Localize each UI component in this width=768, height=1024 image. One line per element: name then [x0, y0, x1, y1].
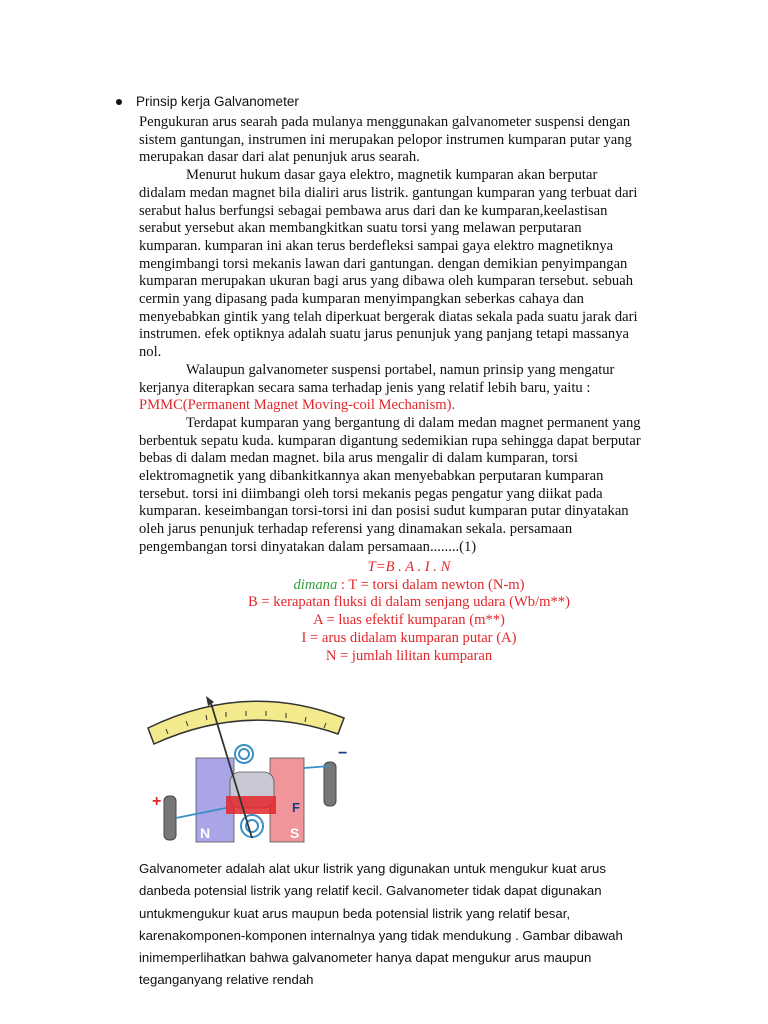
formula-equation: T=B . A . I . N	[367, 559, 451, 575]
formula-line: I = arus didalam kumparan putar (A)	[301, 629, 517, 646]
p2-line: Menurut hukum dasar gaya elektro, magnetik kumparan akan berputar	[186, 167, 598, 184]
meter-scale-arc	[148, 701, 344, 744]
right-terminal	[324, 762, 336, 806]
p2-line: cermin yang dipasang pada kumparan menyimpangkan seberkas cahaya dan	[139, 291, 584, 308]
p2-line: didalam medan magnet bila dialiri arus listrik. gantungan kumparan yang terbuat dari	[139, 184, 638, 201]
closing-line: Galvanometer adalah alat ukur listrik yang digunakan untuk mengukur kuat arus	[139, 861, 606, 876]
p2-line: kumparan. kumparan ini akan terus berdefleksi sampai gaya elektro magnetiknya	[139, 237, 614, 254]
dimana-rest: : T = torsi dalam newton (N-m)	[337, 576, 525, 593]
p2-line: serabut yersebut akan membangkitkan suatu torsi yang melawan perputaran	[139, 220, 582, 237]
dimana-word: dimana	[293, 576, 338, 593]
p4-line: bebas di dalam medan magnet. bila arus mengalir di dalam kumparan, torsi	[139, 450, 578, 467]
heading-text: Prinsip kerja Galvanometer	[136, 94, 299, 109]
needle-tip-icon	[206, 696, 214, 706]
moving-coil	[226, 796, 276, 814]
p4-line: pengembangan torsi dinyatakan dalam persamaan........(1)	[139, 538, 477, 555]
section-heading	[116, 94, 299, 109]
p2-line: kumparan merupakan ukuran bagi arus yang dibawa oleh kumparan tersebut. sebuah	[139, 273, 633, 290]
closing-line: inimemperlihatkan bahwa galvanometer hanya dapat mengukur arus maupun	[139, 950, 592, 966]
closing-line: danbeda potensial listrik yang relatif kecil. Galvanometer tidak dapat digunakan	[139, 883, 602, 899]
north-label: N	[200, 825, 211, 841]
p2-line: serabut halus berfungsi sebagai pembawa arus dari dan ke kumparan,keelastisan	[139, 202, 608, 219]
p3-line: Walaupun galvanometer suspensi portabel, namun prinsip yang mengatur	[186, 361, 615, 378]
closing-line: untukmengukur kuat arus maupun beda potensial listrik yang relatif besar,	[139, 905, 571, 921]
p1-line: sistem gantungan, instrumen ini merupakan pelopor instrumen kumparan putar yang	[139, 131, 632, 148]
minus-label: −	[338, 745, 348, 762]
upper-spring-icon	[235, 745, 253, 763]
bullet-icon	[116, 99, 122, 105]
force-label: F	[292, 800, 300, 815]
formula-block	[139, 559, 679, 665]
body-text	[139, 114, 679, 557]
p2-line: instrumen. efek optiknya adalah suatu jarus penunjuk yang panjang tetapi massanya	[139, 326, 629, 343]
p2-line: menyebabkan gintik yang telah diperkuat bergerak diatas sekala pada suatu jarak dari	[139, 308, 638, 325]
formula-line: N = jumlah lilitan kumparan	[325, 647, 493, 664]
plus-label: +	[152, 793, 162, 810]
formula-line: A = luas efektif kumparan (m**)	[313, 612, 505, 629]
p4-line: Terdapat kumparan yang bergantung di dalam medan magnet permanent yang	[186, 414, 641, 431]
p4-line: tersebut. torsi ini diimbangi oleh torsi mekanis pegas pengatur yang diikat pada	[139, 485, 603, 502]
closing-line: karenakomponen-komponen internalnya yang tidak mendukung . Gambar dibawah	[139, 927, 623, 943]
p1-line: merupakan dasar dari alat penunjuk arus searah.	[139, 149, 420, 166]
p4-line: oleh jarus penunjuk terhadap referensi yang dinamakan sekala. persamaan	[139, 521, 573, 538]
p2-line: nol.	[139, 344, 162, 361]
closing-line: teganganyang relative rendah	[139, 972, 314, 988]
p1-line: Pengukuran arus searah pada mulanya menggunakan galvanometer suspensi dengan	[139, 114, 631, 130]
p3-line: kerjanya diterapkan secara sama terhadap jenis yang relatif lebih baru, yaitu :	[139, 379, 591, 396]
lower-spring-icon	[241, 815, 263, 837]
p4-line: elektromagnetik yang dibankitkannya akan menyebabkan perputaran kumparan	[139, 468, 604, 485]
formula-dimana-line	[139, 577, 679, 595]
p4-line: kumparan. keseimbangan torsi-torsi ini dan posisi sudut kumparan putar dinyatakan	[139, 503, 629, 520]
p4-line: berbentuk sepatu kuda. kumparan digantung sedemikian rupa sehingga dapat berputar	[139, 432, 641, 449]
galvanometer-diagram	[140, 688, 380, 848]
closing-text	[139, 858, 679, 992]
pmmc-line: PMMC(Permanent Magnet Moving-coil Mechanism).	[139, 397, 456, 414]
formula-line: B = kerapatan fluksi di dalam senjang udara (Wb/m**)	[248, 594, 570, 611]
south-label: S	[290, 825, 300, 841]
p2-line: mengimbangi torsi mekanis lawan dari gantungan. dengan demikian penyimpangan	[139, 255, 628, 272]
left-terminal	[164, 796, 176, 840]
